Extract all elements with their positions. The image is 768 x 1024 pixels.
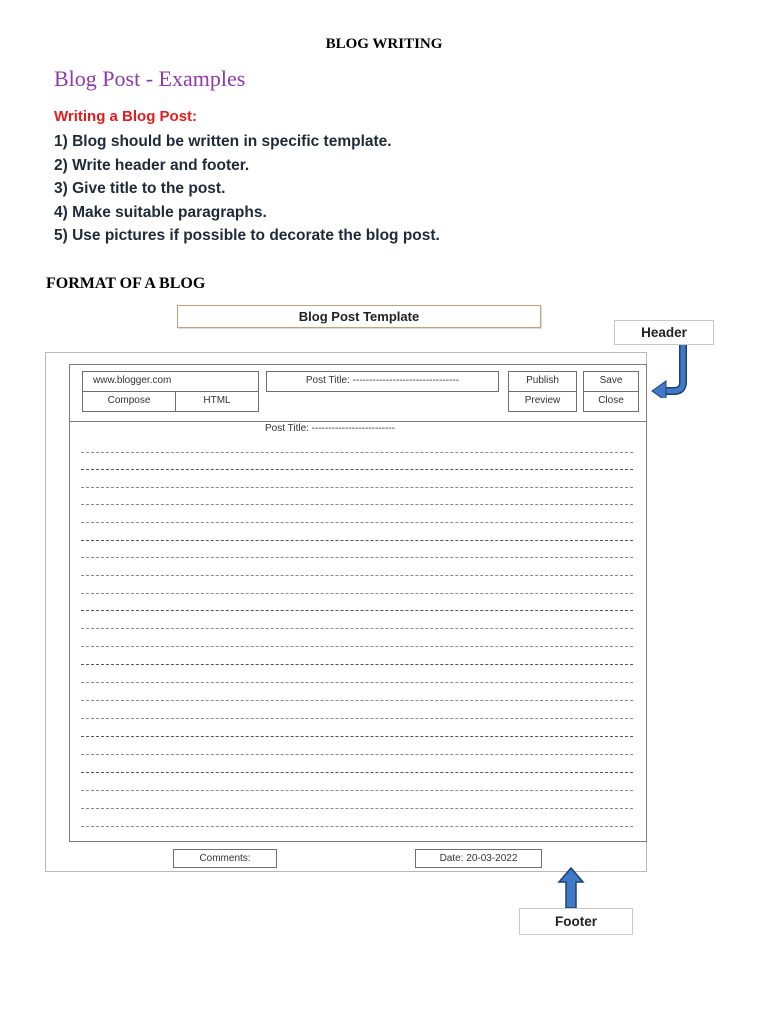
writing-line [81, 540, 633, 541]
writing-line [81, 682, 633, 683]
page-title: BLOG WRITING [325, 36, 443, 52]
header-callout: Header [614, 320, 714, 345]
writing-line [81, 610, 633, 611]
writing-line [81, 664, 633, 665]
url-box: www.blogger.com [82, 371, 259, 392]
writing-line [81, 522, 633, 523]
writing-line [81, 700, 633, 701]
writing-line [81, 790, 633, 791]
writing-line [81, 593, 633, 594]
writing-line [81, 628, 633, 629]
writing-line [81, 826, 633, 827]
date-box: Date: 20-03-2022 [415, 849, 542, 868]
header-separator [69, 421, 647, 422]
close-button[interactable]: Close [583, 391, 639, 412]
writing-line [81, 487, 633, 488]
format-heading: FORMAT OF A BLOG [46, 275, 206, 292]
up-arrow-icon [557, 866, 585, 910]
writing-line [81, 469, 633, 470]
step-item: 5) Use pictures if possible to decorate the blog post. [54, 227, 440, 244]
writing-heading: Writing a Blog Post: [54, 108, 198, 125]
footer-callout: Footer [519, 908, 633, 935]
post-title-field[interactable]: Post Title: -------------------------------- [266, 371, 499, 392]
writing-line [81, 718, 633, 719]
writing-line [81, 504, 633, 505]
template-title: Blog Post Template [177, 305, 541, 328]
publish-button[interactable]: Publish [508, 371, 577, 392]
step-item: 2) Write header and footer. [54, 156, 250, 174]
comments-box: Comments: [173, 849, 277, 868]
step-item: 1) Blog should be written in specific template. [54, 133, 392, 150]
curved-arrow-icon [650, 344, 694, 398]
body-post-title: Post Title: ------------------------- [265, 423, 395, 434]
compose-tab[interactable]: Compose [82, 391, 176, 412]
writing-line [81, 557, 633, 558]
save-button[interactable]: Save [583, 371, 639, 392]
writing-line [81, 772, 633, 773]
steps-list [54, 130, 440, 248]
writing-line [81, 646, 633, 647]
preview-button[interactable]: Preview [508, 391, 577, 412]
html-tab[interactable]: HTML [175, 391, 259, 412]
template-inner-frame [69, 364, 647, 842]
writing-line [81, 808, 633, 809]
step-item: 4) Make suitable paragraphs. [54, 203, 267, 221]
writing-line [81, 736, 633, 737]
writing-line [81, 754, 633, 755]
writing-line [81, 452, 633, 453]
step-item: 3) Give title to the post. [54, 180, 226, 197]
section-subtitle: Blog Post - Examples [54, 66, 246, 91]
writing-line [81, 575, 633, 576]
